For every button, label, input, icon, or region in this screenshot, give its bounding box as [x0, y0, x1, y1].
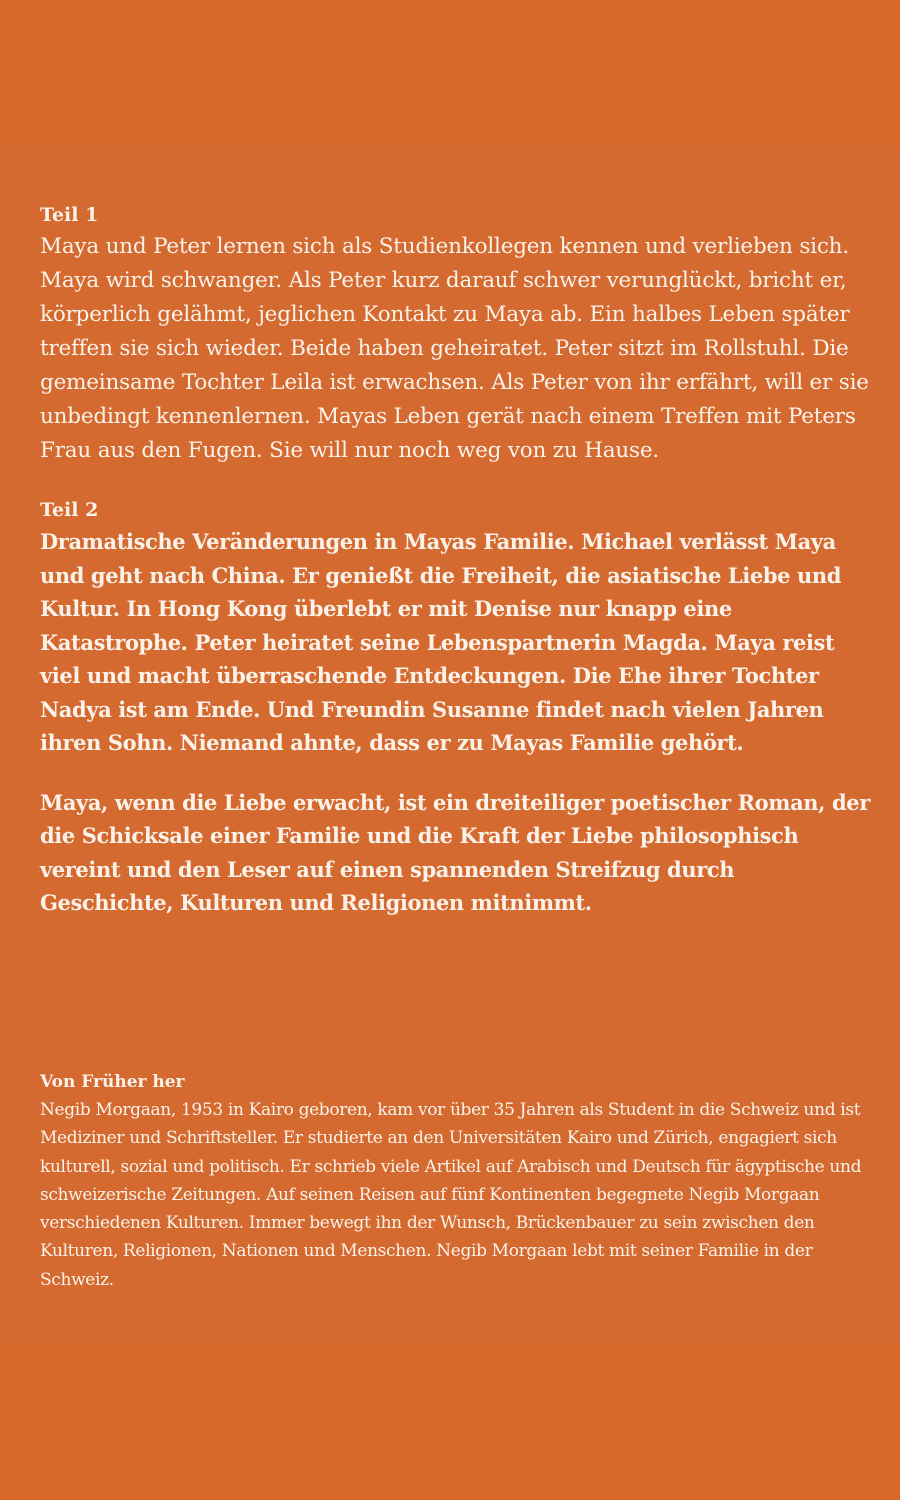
teil-2-text: Dramatische Veränderungen in Mayas Familie. Michael verlässt Maya und geht nach China. Er genießt die Freiheit, die asiatische Liebe und Kultur. In Hong Kong überlebt er mit Denise nur knapp eine Katastrophe. Peter heiratet seine Lebenspartnerin Magda. Maya reist viel und macht überraschende Entdeckungen. Die Ehe ihrer Tochter Nadya ist am Ende. Und Freundin Susanne findet nach vielen Jahren ihren Sohn. Niemand ahnte, dass er zu Mayas Familie gehört.	[40, 529, 842, 755]
teil-1-heading: Teil 1	[40, 204, 99, 226]
section-summary	[40, 786, 870, 920]
top-band	[0, 0, 900, 145]
teil-1-text: Maya und Peter lernen sich als Studienkollegen kennen und verlieben sich. Maya wird schwanger. Als Peter kurz darauf schwer verunglückt, bricht er, körperlich gelähmt, jeglichen Kontakt zu Maya ab. Ein halbes Leben später treffen sie sich wieder. Beide haben geheiratet. Peter sitzt im Rollstuhl. Die gemeinsame Tochter Leila ist erwachsen. Als Peter von ihr erfährt, will er sie unbedingt kennenlernen. Mayas Leben gerät nach einem Treffen mit Peters Frau aus den Fugen. Sie will nur noch weg von zu Hause.	[40, 234, 869, 463]
summary-text: Maya, wenn die Liebe erwacht, ist ein dreiteiliger poetischer Roman, der die Schicksale einer Familie und die Kraft der Liebe philosophisch vereint und den Leser auf einen spannenden Streifzug durch Geschichte, Kulturen und Religionen mitnimmt.	[40, 789, 870, 915]
author-bio: Negib Morgaan, 1953 in Kairo geboren, kam vor über 35 Jahren als Student in die Schweiz und ist Mediziner und Schriftsteller. Er studierte an den Universitäten Kairo und Zürich, engagiert sich kulturell, sozial und politisch. Er schrieb viele Artikel auf Arabisch und Deutsch für ägyptische und schweizerische Zeitungen. Auf seinen Reisen auf fünf Kontinenten begegnete Negib Morgaan verschiedenen Kulturen. Immer bewegt ihn der Wunsch, Brückenbauer zu sein zwischen den Kulturen, Religionen, Nationen und Menschen. Negib Morgaan lebt mit seiner Familie in der Schweiz.	[40, 1100, 862, 1290]
teil-2-heading: Teil 2	[40, 499, 99, 521]
bottom-band	[0, 1345, 900, 1500]
section-author	[40, 1068, 870, 1294]
section-teil-2	[40, 495, 870, 760]
section-teil-1	[40, 200, 870, 468]
author-heading: Von Früher her	[40, 1072, 185, 1092]
main-text-column	[40, 200, 870, 920]
